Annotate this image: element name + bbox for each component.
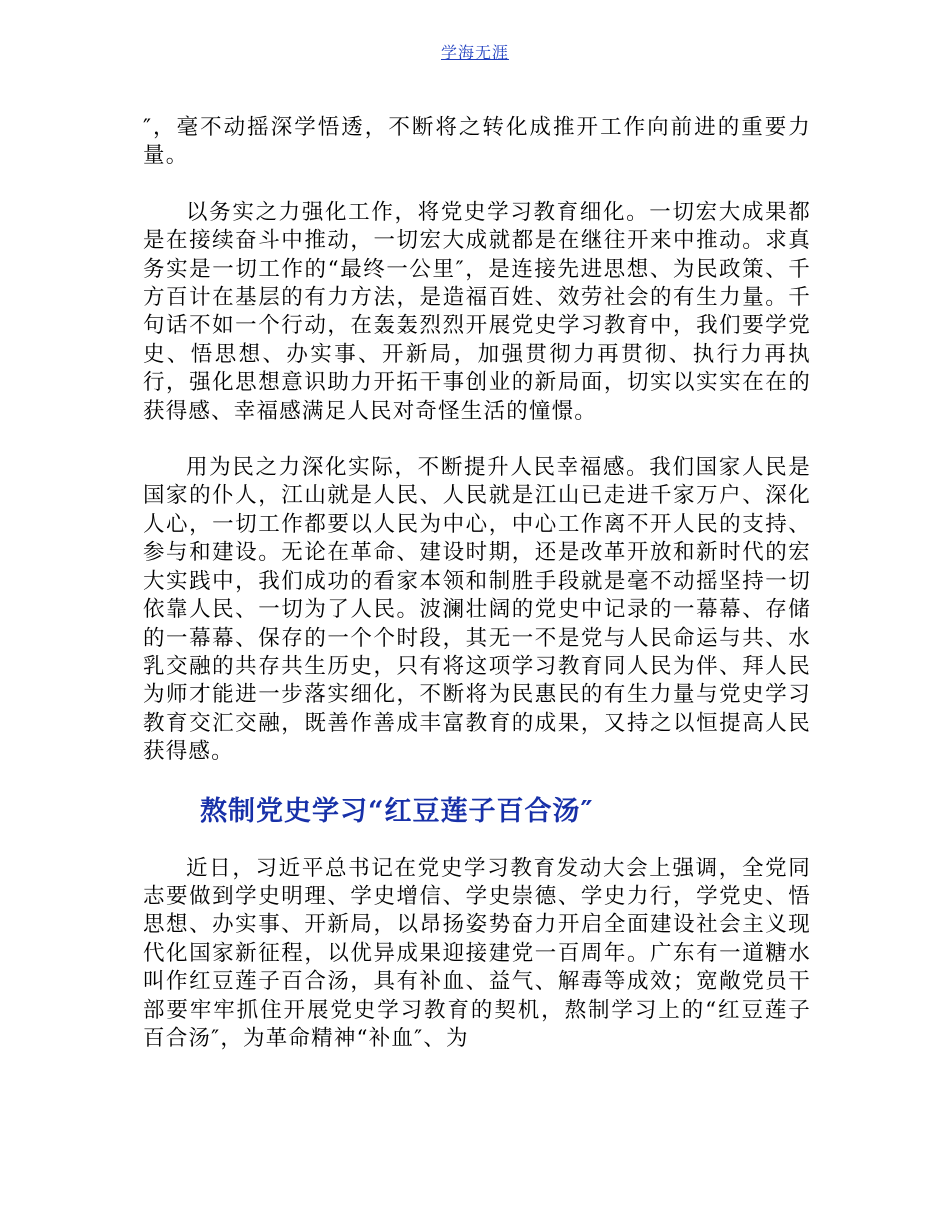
paragraph-people-strength: 用为民之力深化实际，不断提升人民幸福感。我们国家人民是国家的仆人，江山就是人民、人民就是江山已走进千家万户、深化人心，一切工作都要以人民为中心，中心工作离不开人民的支持、参与和建设。无论在革命、建设时期，还是改革开放和新时代的宏大实践中，我们成功的看家本领和制胜手段就是毫不动摇坚持一切依靠人民、一切为了人民。波澜壮阔的党史中记录的一幕幕、存储的一幕幕、保存的一个个时段，其无一不是党与人民命运与共、水乳交融的共存共生历史，只有将这项学习教育同人民为伴、拜人民为师才能进一步落实细化，不断将为民惠民的有生力量与党史学习教育交汇交融，既善作善成丰富教育的成果，又持之以恒提高人民获得感。 — [143, 455, 811, 765]
section-title: 熬制党史学习“红豆莲子百合汤″ — [200, 795, 594, 827]
paragraph-continuation: ″，毫不动摇深学悟透，不断将之转化成推开工作向前进的重要力量。 — [143, 115, 811, 169]
header-link[interactable]: 学海无涯 — [440, 43, 509, 62]
paragraph-pragmatic-strength: 以务实之力强化工作，将党史学习教育细化。一切宏大成果都是在接续奋斗中推动，一切宏大成就都是在继往开来中推动。求真务实是一切工作的“最终一公里″，是连接先进思想、为民政策、千方百计在基层的有力方法，是造福百姓、效劳社会的有生力量。千句话不如一个行动，在轰轰烈烈开展党史学习教育中，我们要学党史、悟思想、办实事、开新局，加强贯彻力再贯彻、执行力再执行，强化思想意识助力开拓干事创业的新局面，切实以实实在在的获得感、幸福感满足人民对奇怪生活的憧憬。 — [143, 199, 811, 424]
document-body — [143, 114, 811, 1081]
paragraph-section-intro: 近日，习近平总书记在党史学习教育发动大会上强调，全党同志要做到学史明理、学史增信、学史崇德、学史力行，学党史、悟思想、办实事、开新局，以昂扬姿势奋力开启全面建设社会主义现代化国家新征程，以优异成果迎接建党一百周年。广东有一道糖水叫作红豆莲子百合汤，具有补血、益气、解毒等成效；宽敞党员干部要牢牢抓住开展党史学习教育的契机，熬制学习上的“红豆莲子百合汤″，为革命精神“补血″、为 — [143, 855, 811, 1051]
